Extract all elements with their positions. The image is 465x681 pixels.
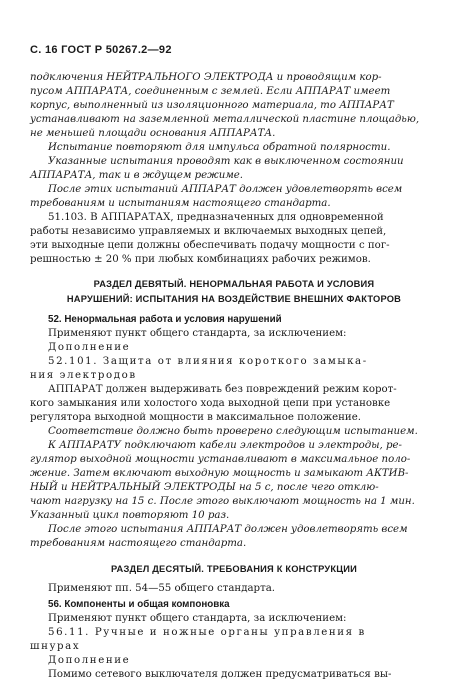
- text-line: 56.11. Ручные и ножные органы управления в: [48, 627, 366, 638]
- section-heading: НАРУШЕНИЙ: ИСПЫТАНИЯ НА ВОЗДЕЙСТВИЕ ВНЕШНИХ ФАКТОРОВ: [66, 294, 402, 304]
- text-line: устанавливают на заземленной металлической пластине площадью,: [30, 114, 420, 125]
- subsection-title: 56. Компоненты и общая компоновка: [48, 599, 230, 610]
- text-line: Применяют пункт общего стандарта, за исключением:: [48, 328, 347, 339]
- text-line: кого замыкания или холостого хода выходной цепи при установке: [30, 398, 391, 409]
- text-line: Испытание повторяют для импульса обратной полярности.: [48, 142, 391, 153]
- text-line: чают нагрузку на 15 с. После этого выключают мощность на 1 мин.: [30, 496, 415, 507]
- text-line: АППАРАТ должен выдерживать без повреждений режим корот-: [48, 384, 397, 395]
- text-line: гулятор выходной мощности устанавливают в максимальное поло-: [30, 454, 411, 465]
- text-line: 51.103. В АППАРАТАХ, предназначенных для одновременной: [48, 212, 384, 223]
- text-line: шнурах: [30, 641, 81, 652]
- section-heading: РАЗДЕЛ ДЕСЯТЫЙ. ТРЕБОВАНИЯ К КОНСТРУКЦИИ: [110, 564, 358, 574]
- text-line: 52.101. Защита от влияния короткого замыка-: [48, 356, 368, 367]
- text-line: Соответствие должно быть проверено следующим испытанием.: [48, 426, 418, 437]
- text-line: АППАРАТА, так и в ждущем режиме.: [30, 170, 244, 181]
- text-line: пусом АППАРАТА, соединенным с землей. Если АППАРАТ имеет: [30, 86, 391, 97]
- text-line: подключения НЕЙТРАЛЬНОГО ЭЛЕКТРОДА и проводящим кор-: [30, 72, 382, 83]
- page-header: С. 16 ГОСТ Р 50267.2—92: [30, 44, 172, 56]
- text-line: решностью ± 20 % при любых комбинациях рабочих режимов.: [30, 254, 371, 265]
- text-line: Применяют пункт общего стандарта, за исключением:: [48, 613, 347, 624]
- text-line: регулятора выходной мощности в максимальное положение.: [30, 412, 361, 423]
- text-line: НЫЙ и НЕЙТРАЛЬНЫЙ ЭЛЕКТРОДЫ на 5 с, после чего отклю-: [30, 482, 379, 493]
- section-heading: РАЗДЕЛ ДЕВЯТЫЙ. НЕНОРМАЛЬНАЯ РАБОТА И УСЛОВИЯ: [93, 279, 375, 289]
- text-line: корпус, выполненный из изоляционного материала, то АППАРАТ: [30, 100, 394, 111]
- text-line: эти выходные цепи должны обеспечивать подачу мощности с пог-: [30, 240, 390, 251]
- text-line: Дополнение: [48, 655, 131, 666]
- text-line: Помимо сетевого выключателя должен предусматриваться вы-: [48, 669, 392, 680]
- text-line: Дополнение: [48, 342, 131, 353]
- text-line: Указанные испытания проводят как в выключенном состоянии: [48, 156, 404, 167]
- text-line: ния электродов: [30, 370, 137, 381]
- text-line: требованиям и испытаниям настоящего стандарта.: [30, 198, 331, 209]
- text-line: не меньшей площади основания АППАРАТА.: [30, 128, 276, 139]
- text-line: После этого испытания АППАРАТ должен удовлетворять всем: [48, 524, 408, 535]
- text-line: требованиям настоящего стандарта.: [30, 538, 247, 549]
- text-line: работы независимо управляемых и включаемых выходных цепей,: [30, 226, 387, 237]
- text-line: Применяют пп. 54—55 общего стандарта.: [48, 583, 276, 594]
- text-line: жение. Затем включают выходную мощность и замыкают АКТИВ-: [30, 468, 409, 479]
- subsection-title: 52. Ненормальная работа и условия нарушений: [48, 314, 282, 325]
- text-line: Указанный цикл повторяют 10 раз.: [30, 510, 230, 521]
- text-line: После этих испытаний АППАРАТ должен удовлетворять всем: [48, 184, 403, 195]
- text-line: К АППАРАТУ подключают кабели электродов и электроды, ре-: [48, 440, 402, 451]
